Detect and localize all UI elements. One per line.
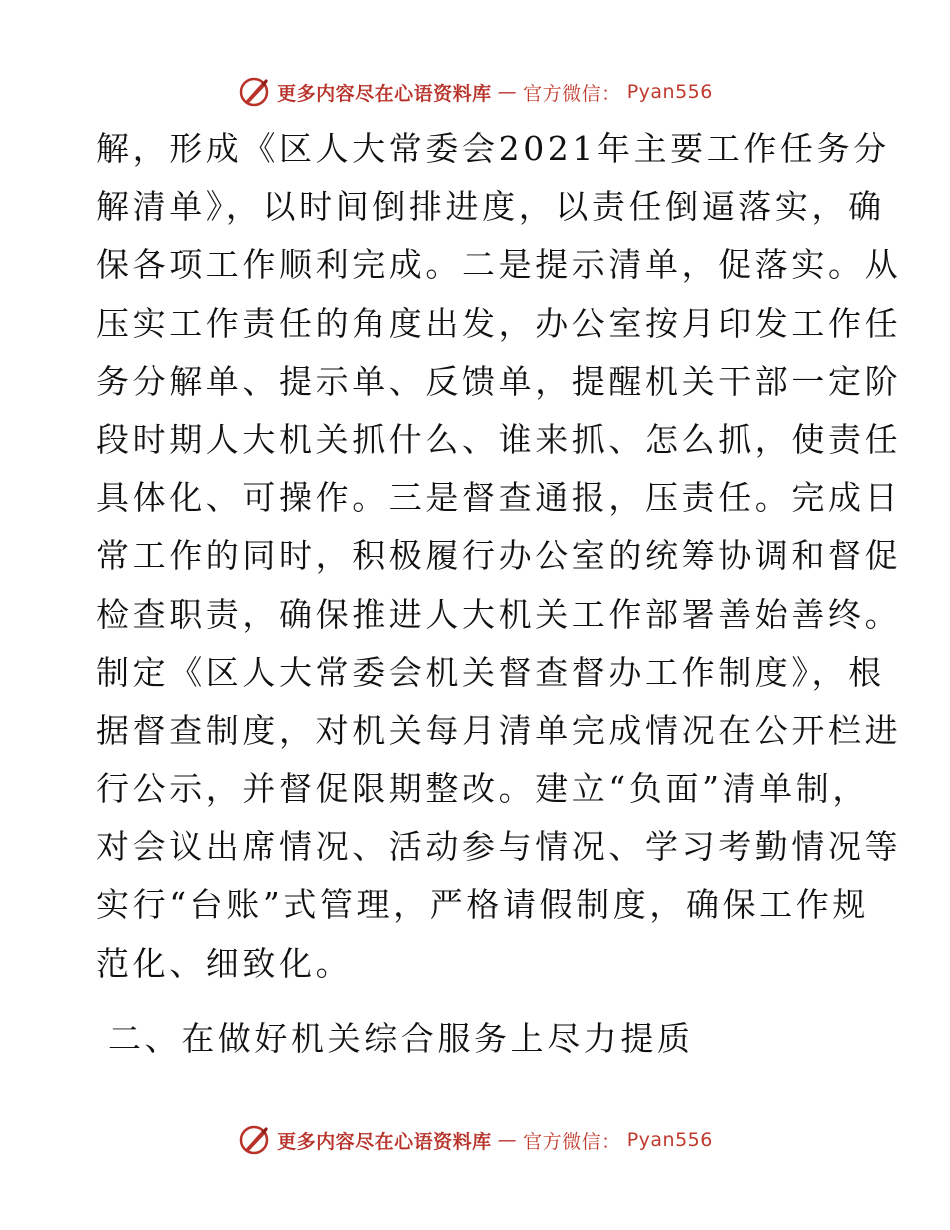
body-line: 实行“台账”式管理，严格请假制度，确保工作规 (96, 885, 869, 925)
body-line: 压实工作责任的角度出发，办公室按月印发工作任 (96, 303, 902, 343)
body-line: 保各项工作顺利完成。二是提示清单，促落实。从 (96, 245, 902, 285)
body-line: 据督查制度，对机关每月清单完成情况在公开栏进 (96, 710, 902, 750)
body-line: 段时期人大机关抓什么、谁来抓、怎么抓，使责任 (96, 419, 902, 459)
watermark-sub-text: 官方微信： (523, 1130, 621, 1153)
watermark-account: Pyan556 (626, 81, 713, 103)
body-line: 务分解单、提示单、反馈单，提醒机关干部一定阶 (96, 361, 902, 401)
watermark-account: Pyan556 (626, 1129, 713, 1151)
body-line: 对会议出席情况、活动参与情况、学习考勤情况等 (96, 827, 902, 867)
body-line: 常工作的同时，积极履行办公室的统筹协调和督促 (96, 536, 902, 576)
body-line: 范化、细致化。 (96, 943, 353, 983)
watermark-sub-text: 官方微信： (523, 82, 621, 105)
quill-pen-icon (237, 75, 271, 109)
section-heading: 二、在做好机关综合服务上尽力提质 (108, 1019, 694, 1058)
body-line: 制定《区人大常委会机关督查督办工作制度》，根 (96, 652, 885, 692)
header-watermark (0, 72, 950, 112)
body-line: 解，形成《区人大常委会2021年主要工作任务分 (96, 129, 890, 168)
watermark-dash: — (497, 81, 518, 103)
body-line: 行公示，并督促限期整改。建立“负面”清单制， (96, 769, 869, 809)
footer-watermark (0, 1120, 950, 1160)
watermark-dash: — (497, 1129, 518, 1151)
quill-pen-icon (237, 1123, 271, 1157)
body-line: 具体化、可操作。三是督查通报，压责任。完成日 (96, 478, 902, 518)
body-line: 检查职责，确保推进人大机关工作部署善始善终。 (96, 594, 902, 634)
document-body (96, 120, 902, 993)
watermark-main-text: 更多内容尽在心语资料库 (277, 1130, 492, 1153)
body-line: 解清单》，以时间倒排进度，以责任倒逼落实，确 (96, 187, 885, 227)
watermark-main-text: 更多内容尽在心语资料库 (277, 82, 492, 105)
